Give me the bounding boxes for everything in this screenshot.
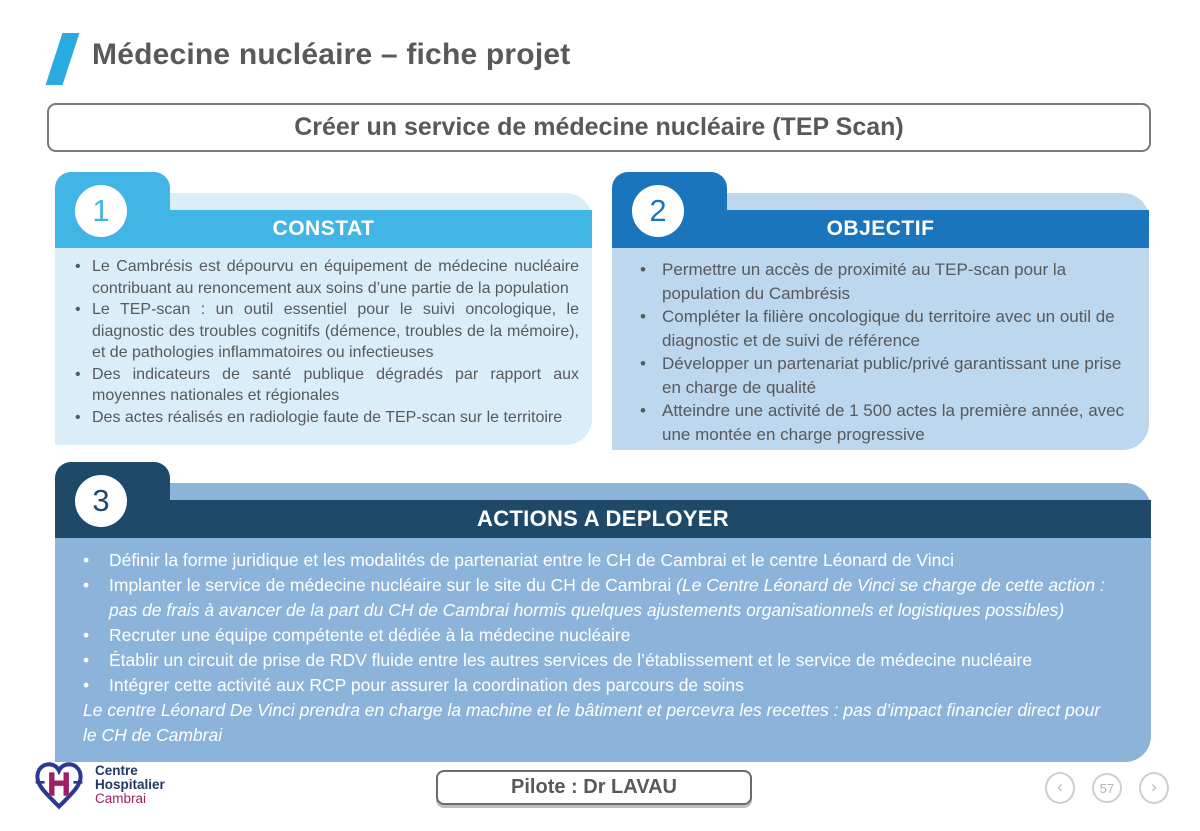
section-actions-note: Le centre Léonard De Vinci prendra en charge la machine et le bâtiment et percevra les recettes : pas d’impact financier direct pour le CH de Cambrai — [83, 700, 1101, 745]
bullet-dot: • — [640, 401, 646, 420]
hospital-logo-icon — [32, 758, 86, 812]
bullet-list — [75, 256, 579, 428]
bullet-item — [83, 623, 1109, 648]
section-actions-title: ACTIONS A DEPLOYER — [477, 506, 729, 531]
bullet-item — [83, 573, 1109, 623]
bullet-text: Des actes réalisés en radiologie faute de TEP-scan sur le territoire — [92, 408, 563, 426]
bullet-item — [75, 407, 579, 429]
bullet-text: Atteindre une activité de 1 500 actes la première année, avec une montée en charge progressive — [662, 401, 1125, 444]
section-objectif-title: OBJECTIF — [826, 217, 935, 240]
bullet-dot: • — [83, 550, 90, 570]
bullet-item — [640, 352, 1135, 399]
slide-navigation — [1045, 772, 1169, 804]
bullet-dot: • — [75, 258, 81, 275]
bullet-item — [640, 399, 1135, 446]
section-objectif — [612, 172, 1149, 450]
bullet-dot: • — [83, 625, 90, 645]
section-actions — [55, 462, 1151, 762]
bullet-dot: • — [640, 260, 646, 279]
bullet-list — [83, 548, 1109, 698]
section-number: 3 — [92, 483, 110, 518]
bullet-item — [83, 548, 1109, 573]
logo-line2: Hospitalier — [95, 777, 165, 792]
project-title-box — [47, 103, 1151, 152]
bullet-dot: • — [640, 307, 646, 326]
bullet-text: Le TEP-scan : un outil essentiel pour le suivi oncologique, le diagnostic des troubles cognitifs (démence, troubles de la mémoire), et de pathologies inflammatoires ou infectieuses — [92, 301, 579, 361]
bullet-item — [640, 305, 1135, 352]
bullet-text: Des indicateurs de santé publique dégradés par rapport aux moyennes nationales et régionales — [92, 365, 579, 404]
bullet-item — [75, 256, 579, 299]
bullet-text: Définir la forme juridique et les modalités de partenariat entre le CH de Cambrai et le centre Léonard de Vinci — [109, 550, 954, 570]
section-objectif-tab — [612, 172, 727, 248]
bullet-text: Intégrer cette activité aux RCP pour assurer la coordination des parcours de soins — [109, 675, 744, 695]
section-constat-content — [55, 248, 592, 445]
section-number: 2 — [649, 193, 667, 228]
bullet-list — [640, 258, 1135, 446]
bullet-text: Implanter le service de médecine nucléaire sur le site du CH de Cambrai (Le Centre Léonard de Vinci se charge de cette action : pas de frais à avancer de la part du CH de Cambrai hormis quelques ajustements organisationnels et logistiques possibles) — [109, 575, 1105, 620]
bullet-dot: • — [83, 650, 90, 670]
page-number: 57 — [1099, 780, 1115, 796]
section-actions-content — [55, 538, 1151, 762]
section-number-badge — [75, 185, 127, 237]
bullet-item — [75, 364, 579, 407]
section-number-badge — [632, 185, 684, 237]
logo-line1: Centre — [95, 763, 138, 778]
next-slide-button[interactable] — [1139, 772, 1169, 804]
logo-line3: Cambrai — [95, 791, 147, 806]
project-title: Créer un service de médecine nucléaire (TEP Scan) — [294, 113, 904, 141]
bullet-text: Développer un partenariat public/privé garantissant une prise en charge de qualité — [662, 354, 1122, 397]
bullet-text: Le Cambrésis est dépourvu en équipement de médecine nucléaire contribuant au renoncement aux soins d’une partie de la population — [92, 258, 579, 297]
bullet-item — [83, 673, 1109, 698]
pilot-label: Pilote : Dr LAVAU — [511, 776, 677, 798]
bullet-dot: • — [83, 575, 90, 595]
hospital-logo — [32, 758, 165, 812]
bullet-dot: • — [640, 354, 646, 373]
bullet-text: Permettre un accès de proximité au TEP-scan pour la population du Cambrésis — [662, 260, 1067, 303]
section-constat-title: CONSTAT — [272, 217, 375, 240]
section-actions-tab — [55, 462, 170, 538]
page-number-badge — [1092, 773, 1122, 803]
section-constat-tab — [55, 172, 170, 248]
accent-slash-icon — [46, 33, 80, 85]
bullet-text: Recruter une équipe compétente et dédiée à la médecine nucléaire — [109, 625, 631, 645]
prev-slide-button[interactable] — [1045, 772, 1075, 804]
page-title: Médecine nucléaire – fiche projet — [92, 38, 571, 71]
bullet-dot: • — [75, 301, 81, 318]
bullet-item — [75, 299, 579, 364]
chevron-right-icon: › — [1151, 777, 1157, 796]
bullet-dot: • — [75, 365, 81, 383]
bullet-item — [640, 258, 1135, 305]
section-actions-header — [55, 500, 1151, 538]
bullet-dot: • — [83, 675, 90, 695]
bullet-dot: • — [75, 408, 81, 426]
section-number-badge — [75, 475, 127, 527]
pilot-box — [436, 770, 752, 805]
bullet-text: Établir un circuit de prise de RDV fluide entre les autres services de l’établissement et le service de médecine nucléaire — [109, 650, 1033, 670]
section-objectif-content — [612, 248, 1149, 450]
bullet-text: Compléter la filière oncologique du territoire avec un outil de diagnostic et de suivi de référence — [662, 307, 1115, 350]
section-number: 1 — [92, 193, 110, 228]
section-constat — [55, 172, 592, 445]
chevron-left-icon: ‹ — [1057, 777, 1063, 796]
bullet-item — [83, 648, 1109, 673]
